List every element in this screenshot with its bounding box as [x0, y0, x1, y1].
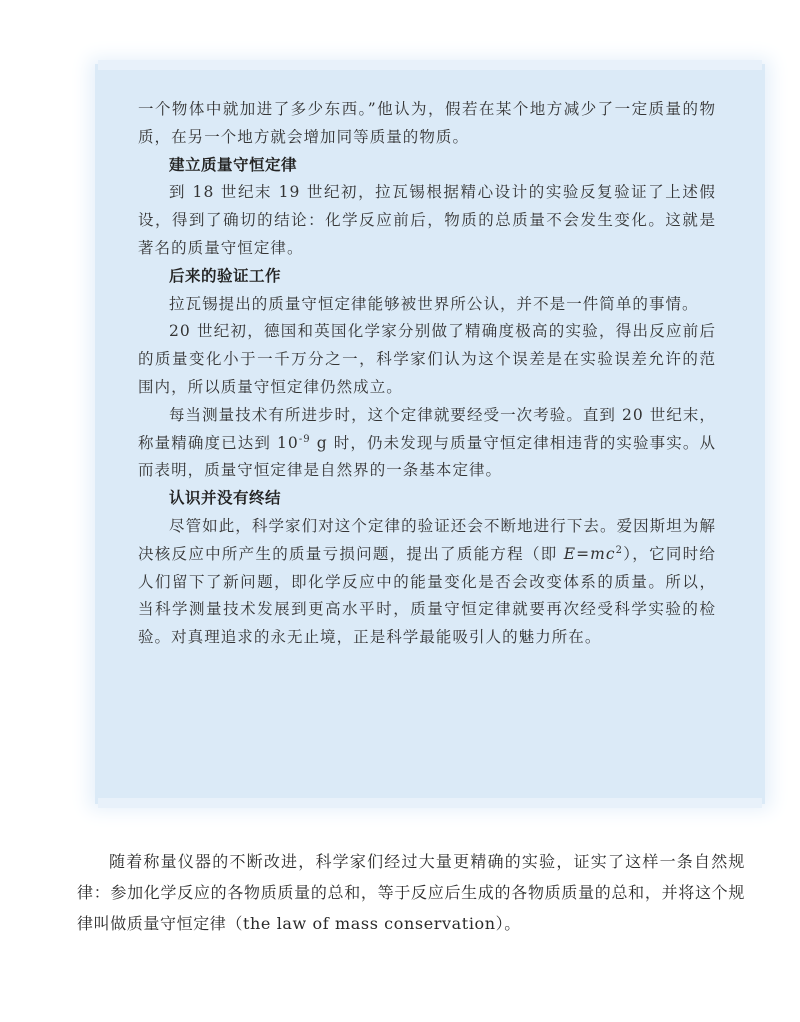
- box-paragraph-1: 一个物体中就加进了多少东西。”他认为，假若在某个地方减少了一定质量的物质，在另一个地方就会增加同等质量的物质。: [138, 100, 716, 146]
- exponent-2: 2: [615, 544, 624, 556]
- reading-box-bottom-edge: [98, 798, 762, 808]
- box-paragraph-5: [138, 402, 716, 485]
- paragraph-6-text-b: ），它同时给人们留下了新问题，即化学反应中的能量变化是否会改变体系的质量。所以，当科学测量技术发展到更高水平时，质量守恒定律就要再次经受科学实验的检验。对真理追求的永无止境，正是科学最能吸引人的魅力所在。: [138, 544, 716, 647]
- section-heading-later-verification: 后来的验证工作: [169, 266, 282, 285]
- section-heading-establish-law: 建立质量守恒定律: [169, 155, 298, 174]
- main-text: [77, 846, 745, 939]
- mass-energy-formula: E=mc: [563, 544, 616, 563]
- section-heading-not-ended: 认识并没有终结: [169, 489, 282, 508]
- main-paragraph: 随着称量仪器的不断改进，科学家们经过大量更精确的实验，证实了这样一条自然规律：参加化学反应的各物质质量的总和，等于反应后生成的各物质质量的总和，并将这个规律叫做质量守恒定律（the law of mass conservation）。: [77, 852, 745, 933]
- exponent-minus-9: -9: [298, 433, 311, 445]
- box-paragraph-4: 20 世纪初，德国和英国化学家分别做了精确度极高的实验，得出反应前后的质量变化小于一千万分之一，科学家们认为这个误差是在实验误差允许的范围内，所以质量守恒定律仍然成立。: [138, 322, 716, 396]
- paragraph-6-text-a: 尽管如此，科学家们对这个定律的验证还会不断地进行下去。爱因斯坦为解决核反应中所产生的质量亏损问题，提出了质能方程（即: [138, 516, 716, 563]
- box-paragraph-6: [138, 513, 716, 652]
- reading-box-top-edge: [98, 60, 762, 70]
- box-paragraph-3: 拉瓦锡提出的质量守恒定律能够被世界所公认，并不是一件简单的事情。: [169, 294, 699, 313]
- paragraph-5-text-a: 每当测量技术有所进步时，这个定律就要经受一次考验。直到 20 世纪末，称量精确度已达到 10: [138, 405, 716, 452]
- reading-box: [138, 96, 716, 652]
- box-paragraph-2: 到 18 世纪末 19 世纪初，拉瓦锡根据精心设计的实验反复验证了上述假设，得到了确切的结论：化学反应前后，物质的总质量不会发生变化。这就是著名的质量守恒定律。: [138, 183, 716, 257]
- paragraph-5-text-b: g 时，仍未发现与质量守恒定律相违背的实验事实。从而表明，质量守恒定律是自然界的一条基本定律。: [138, 433, 717, 480]
